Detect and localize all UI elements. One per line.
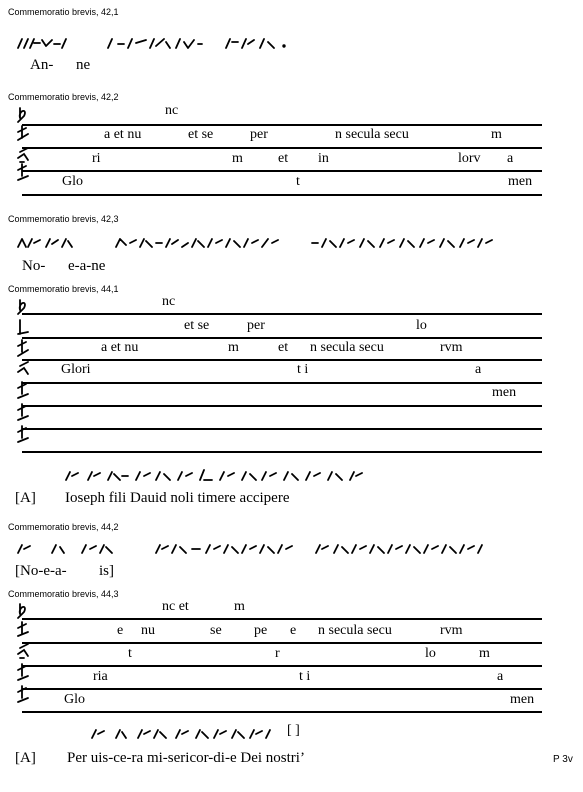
staff-line [22, 382, 542, 384]
text-syllable: ne [76, 57, 91, 73]
page-label: P 3v [553, 754, 573, 765]
text-syllable: in [318, 151, 329, 166]
staff-line [22, 618, 542, 620]
text-syllable: [No-e-a- [15, 563, 67, 579]
text-syllable: No- [22, 258, 46, 274]
text-syllable: t i [299, 669, 311, 684]
text-syllable: m [479, 646, 490, 661]
text-syllable: a [475, 362, 482, 377]
staff-line [22, 124, 542, 126]
text-syllable: m [491, 127, 502, 142]
neume-line-icon [16, 36, 296, 52]
text-syllable: men [492, 385, 517, 400]
text-syllable: lo [416, 318, 427, 333]
neume-column-icon [14, 296, 40, 446]
text-bracket-label: [A] [15, 750, 36, 766]
text-syllable: ri [92, 151, 101, 166]
staff-line [22, 642, 542, 644]
staff-line [22, 313, 542, 315]
text-syllable: t [296, 174, 300, 189]
staff-line [22, 711, 542, 713]
text-syllable: men [510, 692, 535, 707]
section-heading: Commemoratio brevis, 44,1 [8, 284, 119, 294]
text-syllable: per [250, 127, 268, 142]
text-syllable: is] [99, 563, 114, 579]
neume-line-icon [16, 235, 496, 251]
text-syllable: Glo [64, 692, 85, 707]
text-syllable: r [275, 646, 280, 661]
text-syllable: et se [188, 127, 214, 142]
text-syllable: ria [93, 669, 108, 684]
text-line: Per uis-ce-ra mi-sericor-di-e Dei nostri’ [67, 750, 305, 766]
text-syllable: e-a-ne [68, 258, 106, 274]
section-heading: Commemoratio brevis, 42,2 [8, 92, 119, 102]
section-heading: Commemoratio brevis, 44,3 [8, 589, 119, 599]
staff-line [22, 194, 542, 196]
staff-line [22, 688, 542, 690]
text-syllable: nc [162, 294, 176, 309]
text-syllable: et [278, 340, 289, 355]
text-bracket-label: [A] [15, 490, 36, 506]
text-syllable: a [497, 669, 504, 684]
text-syllable: et se [184, 318, 210, 333]
staff-line [22, 405, 542, 407]
text-syllable: nc et [162, 599, 189, 614]
staff-line [22, 428, 542, 430]
text-syllable: per [247, 318, 265, 333]
text-syllable: se [210, 623, 222, 638]
neume-line-icon [64, 468, 364, 484]
text-syllable: rvm [440, 623, 463, 638]
staff-line [22, 147, 542, 149]
text-syllable: men [508, 174, 533, 189]
text-syllable: lo [425, 646, 436, 661]
text-syllable: a et nu [104, 127, 142, 142]
section-heading: Commemoratio brevis, 44,2 [8, 522, 119, 532]
neume-column-icon [14, 104, 40, 196]
text-syllable: t [128, 646, 132, 661]
neume-line-icon [90, 726, 290, 742]
text-bracket-label: [ ] [287, 723, 300, 738]
text-syllable: m [234, 599, 245, 614]
section-heading: Commemoratio brevis, 42,3 [8, 214, 119, 224]
text-syllable: Glori [61, 362, 91, 377]
staff-line [22, 337, 542, 339]
text-syllable: n secula secu [318, 623, 392, 638]
text-syllable: pe [254, 623, 268, 638]
text-syllable: e [117, 623, 124, 638]
text-syllable: m [232, 151, 243, 166]
text-syllable: An- [30, 57, 54, 73]
text-syllable: Glo [62, 174, 83, 189]
text-syllable: m [228, 340, 239, 355]
staff-line [22, 359, 542, 361]
text-syllable: et [278, 151, 289, 166]
text-syllable: t i [297, 362, 309, 377]
staff-line [22, 665, 542, 667]
text-syllable: a et nu [101, 340, 139, 355]
text-syllable: nu [141, 623, 155, 638]
text-syllable: a [507, 151, 514, 166]
section-heading: Commemoratio brevis, 42,1 [8, 7, 119, 17]
text-syllable: n secula secu [310, 340, 384, 355]
staff-line [22, 170, 542, 172]
staff-line [22, 451, 542, 453]
text-syllable: n secula secu [335, 127, 409, 142]
text-line: Ioseph fili Dauid noli timere accipere [65, 490, 290, 506]
text-syllable: nc [165, 103, 179, 118]
neume-column-icon [14, 600, 40, 712]
text-syllable: rvm [440, 340, 463, 355]
neume-line-icon [16, 541, 486, 557]
text-syllable: e [290, 623, 297, 638]
text-syllable: lorv [458, 151, 481, 166]
